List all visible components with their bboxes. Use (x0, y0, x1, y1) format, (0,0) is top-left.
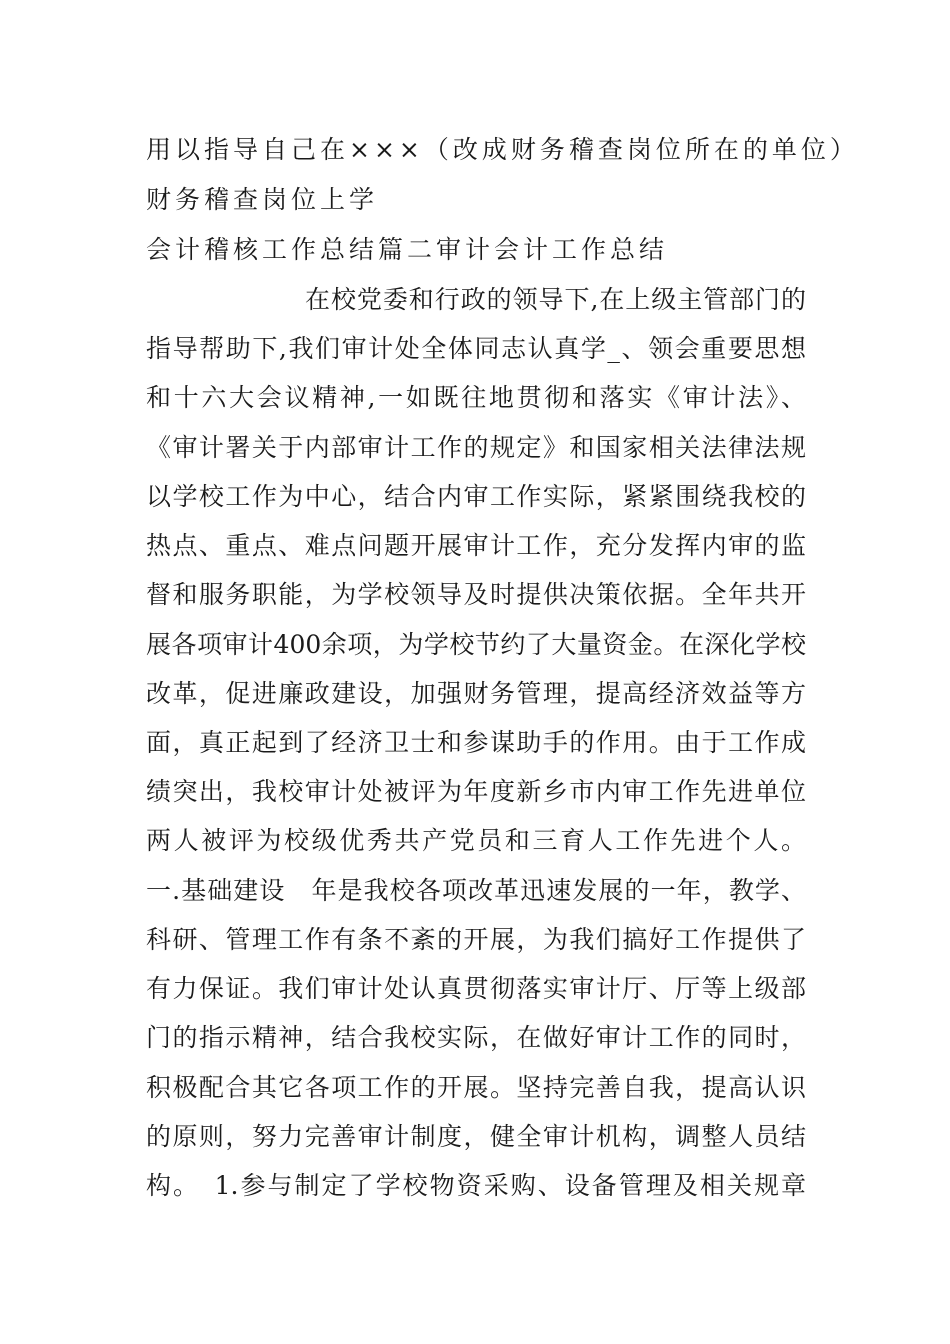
text-line-5: 指导帮助下,我们审计处全体同志认真学_、领会重要思想 (146, 334, 806, 363)
text-line-10: 督和服务职能，为学校领导及时提供决策依据。全年共开 (146, 580, 806, 609)
text-line-16: 一.基础建设 年是我校各项改革迅速发展的一年，教学、 (146, 876, 806, 905)
text-line-18: 有力保证。我们审计处认真贯彻落实审计厅、厅等上级部 (146, 974, 806, 1003)
text-line-9: 热点、重点、难点问题开展审计工作，充分发挥内审的监 (146, 531, 806, 560)
text-line-6: 和十六大会议精神,一如既往地贯彻和落实《审计法》、 (146, 383, 806, 412)
text-line-11: 展各项审计400余项，为学校节约了大量资金。在深化学校 (146, 630, 806, 659)
text-line-12: 改革，促进廉政建设，加强财务管理，提高经济效益等方 (146, 679, 806, 708)
text-line-4: 在校党委和行政的领导下,在上级主管部门的 (305, 285, 806, 314)
text-line-2: 财务稽查岗位上学 (146, 185, 379, 214)
text-line-17: 科研、管理工作有条不紊的开展，为我们搞好工作提供了 (146, 925, 806, 954)
text-line-20: 积极配合其它各项工作的开展。坚持完善自我，提高认识 (146, 1073, 806, 1102)
text-line-14: 绩突出，我校审计处被评为年度新乡市内审工作先进单位 (146, 777, 806, 806)
text-line-22: 构。 1.参与制定了学校物资采购、设备管理及相关规章 (146, 1171, 806, 1200)
text-line-1: 用以指导自己在×××（改成财务稽查岗位所在的单位） (146, 135, 859, 164)
text-line-21: 的原则，努力完善审计制度，健全审计机构，调整人员结 (146, 1122, 806, 1151)
text-line-15: 两人被评为校级优秀共产党员和三育人工作先进个人。 (146, 826, 806, 855)
text-line-8: 以学校工作为中心，结合内审工作实际，紧紧围绕我校的 (146, 482, 806, 511)
text-line-7: 《审计署关于内部审计工作的规定》和国家相关法律法规 (146, 433, 806, 462)
text-line-19: 门的指示精神，结合我校实际，在做好审计工作的同时， (146, 1023, 806, 1052)
text-line-13: 面，真正起到了经济卫士和参谋助手的作用。由于工作成 (146, 728, 806, 757)
section-heading: 会计稽核工作总结篇二审计会计工作总结 (146, 235, 669, 264)
